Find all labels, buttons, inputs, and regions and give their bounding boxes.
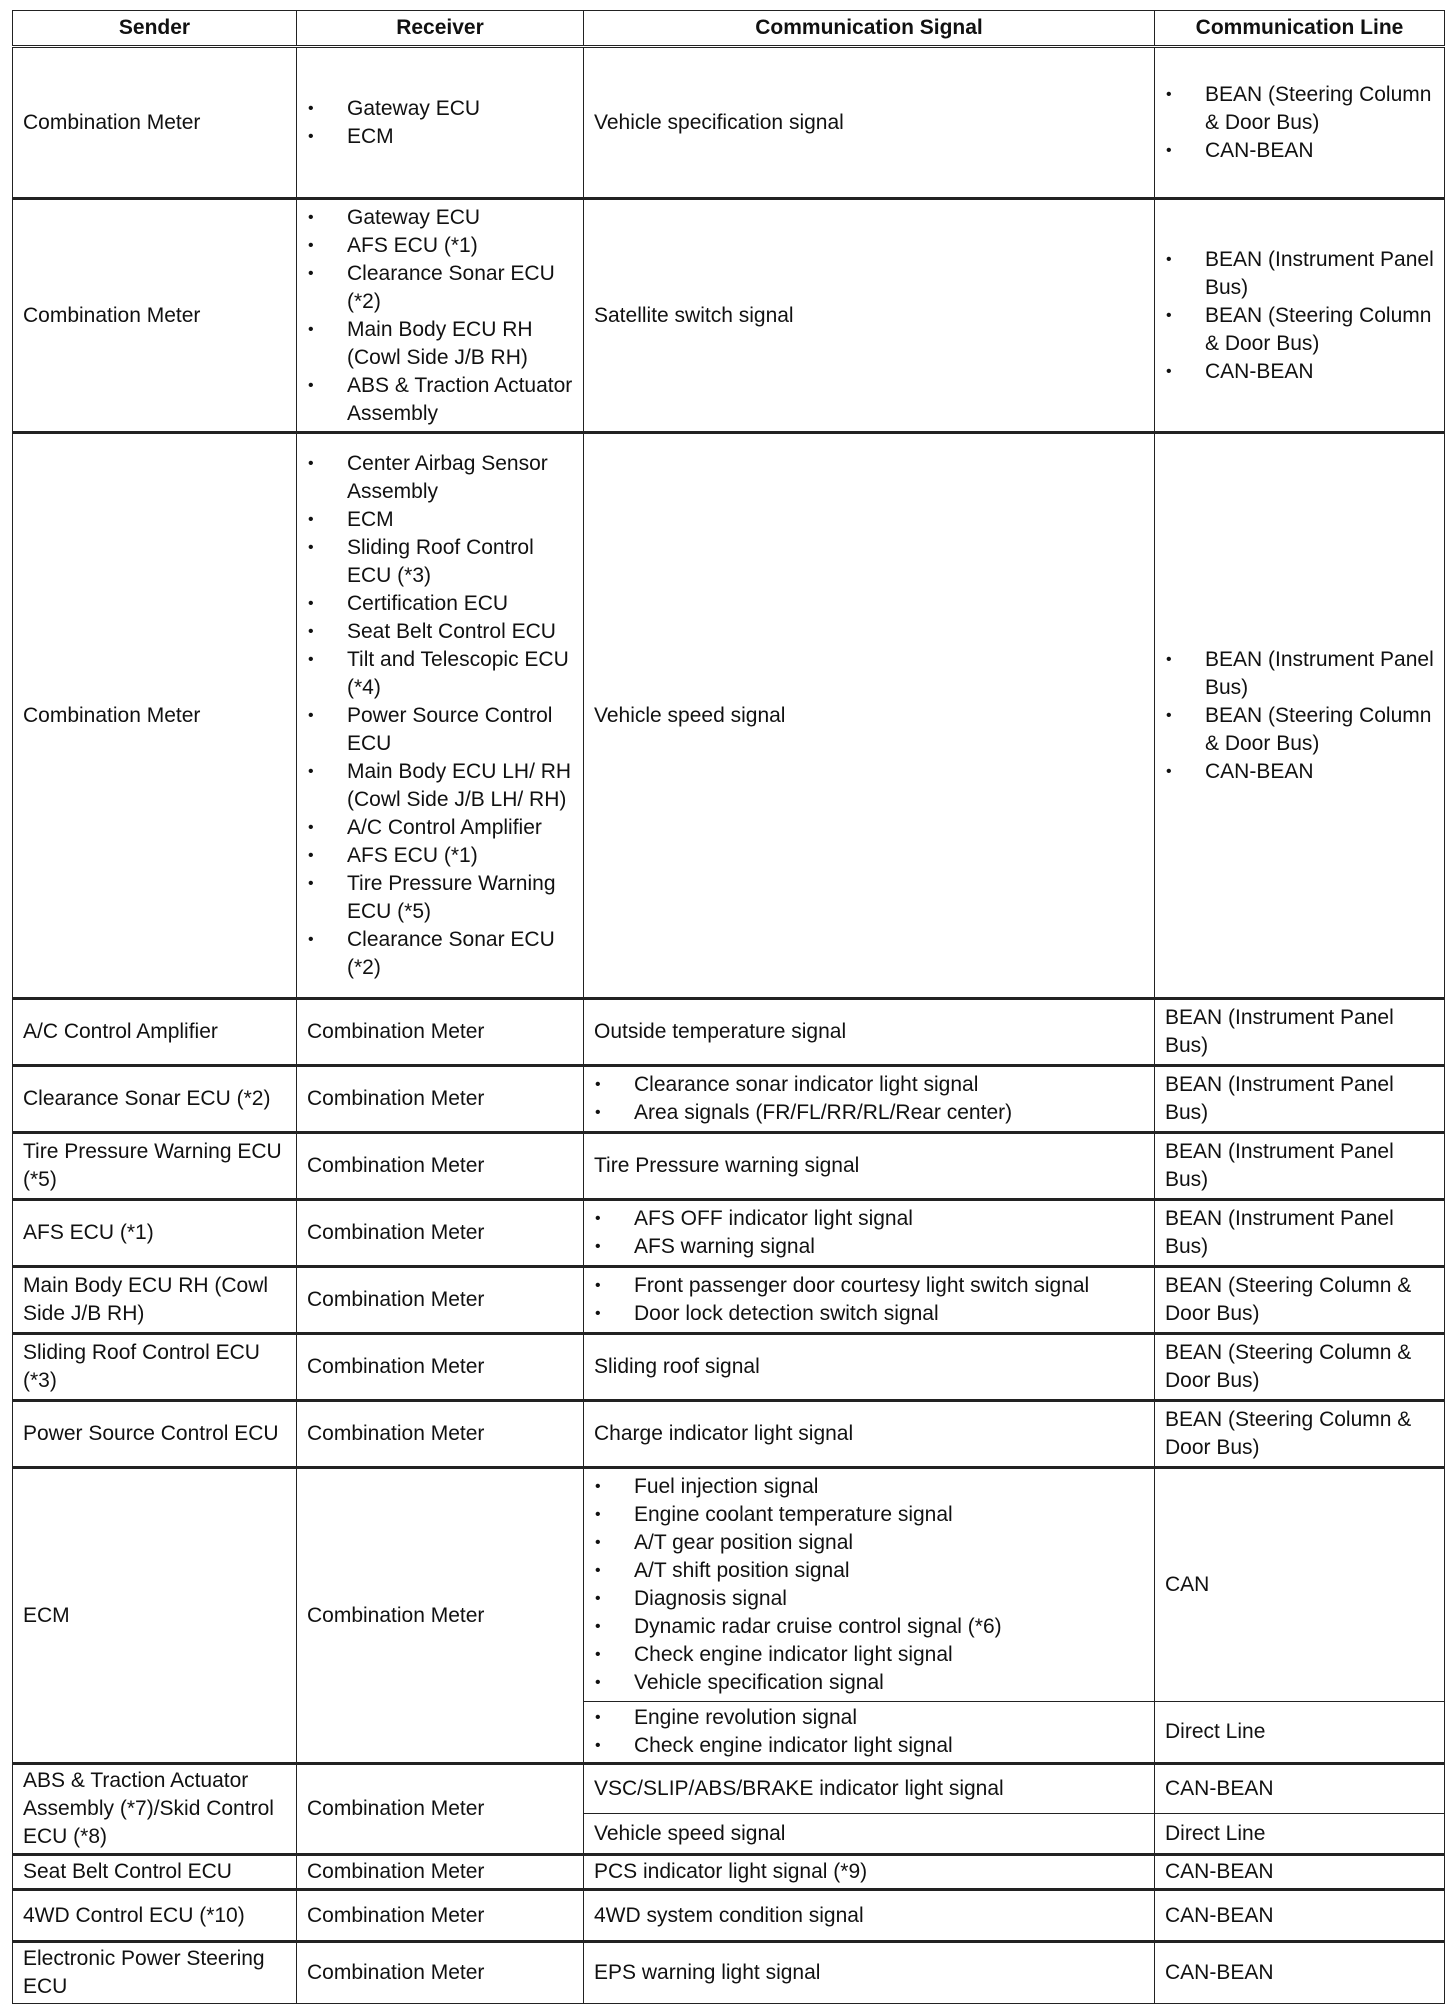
list-item: • Fuel injection signal [594,1473,1144,1501]
receiver-cell [297,433,584,999]
signal-cell [584,1468,1155,1702]
list-item: • A/T shift position signal [594,1557,1144,1585]
line-cell: Direct Line [1155,1702,1445,1764]
signal-cell: Tire Pressure warning signal [584,1133,1155,1200]
sender-cell: Tire Pressure Warning ECU (*5) [13,1133,297,1200]
signal-cell: EPS warning light signal [584,1942,1155,2004]
receiver-cell: Combination Meter [297,1200,584,1267]
line-cell: BEAN (Steering Column & Door Bus) [1155,1401,1445,1468]
receiver-cell: Combination Meter [297,999,584,1066]
header-communication-line: Communication Line [1155,11,1445,47]
line-cell-list [1165,646,1434,786]
line-cell: Direct Line [1155,1814,1445,1855]
receiver-cell: Combination Meter [297,1764,584,1855]
line-cell [1155,199,1445,433]
header-communication-signal: Communication Signal [584,11,1155,47]
header-receiver: Receiver [297,11,584,47]
line-cell: CAN-BEAN [1155,1855,1445,1890]
signal-cell [584,1066,1155,1133]
table-header [13,11,1445,47]
sender-cell: Clearance Sonar ECU (*2) [13,1066,297,1133]
list-item: • Power Source Control ECU [307,702,573,758]
list-item: • AFS OFF indicator light signal [594,1205,1144,1233]
table-row [13,999,1445,1066]
list-item: • BEAN (Steering Column & Door Bus) [1165,81,1434,137]
receiver-cell-list [307,450,573,982]
list-item: • ECM [307,506,573,534]
line-cell: BEAN (Instrument Panel Bus) [1155,999,1445,1066]
receiver-cell: Combination Meter [297,1066,584,1133]
signal-cell: Satellite switch signal [584,199,1155,433]
sender-cell: Electronic Power Steering ECU [13,1942,297,2004]
list-item: • Front passenger door courtesy light switch signal [594,1272,1144,1300]
table-row [13,47,1445,199]
signal-cell: Outside temperature signal [584,999,1155,1066]
signal-cell-list [594,1473,1144,1697]
signal-cell: Vehicle specification signal [584,47,1155,199]
table-row [13,433,1445,999]
table-row [13,1890,1445,1942]
line-cell: BEAN (Instrument Panel Bus) [1155,1200,1445,1267]
sender-cell: Combination Meter [13,199,297,433]
table-row [13,1267,1445,1334]
sender-cell: A/C Control Amplifier [13,999,297,1066]
table-row [13,1334,1445,1401]
receiver-cell: Combination Meter [297,1890,584,1942]
signal-cell-list [594,1071,1144,1127]
list-item: • Tilt and Telescopic ECU (*4) [307,646,573,702]
header-row [13,11,1445,47]
signal-cell: Vehicle speed signal [584,1814,1155,1855]
list-item: • BEAN (Steering Column & Door Bus) [1165,302,1434,358]
sender-cell: Power Source Control ECU [13,1401,297,1468]
signal-cell: Charge indicator light signal [584,1401,1155,1468]
receiver-cell: Combination Meter [297,1942,584,2004]
list-item: • AFS ECU (*1) [307,232,573,260]
list-item: • CAN-BEAN [1165,758,1434,786]
sender-cell: Combination Meter [13,433,297,999]
list-item: • BEAN (Steering Column & Door Bus) [1165,702,1434,758]
signal-cell [584,1200,1155,1267]
list-item: • BEAN (Instrument Panel Bus) [1165,646,1434,702]
line-cell: CAN-BEAN [1155,1890,1445,1942]
sender-cell: AFS ECU (*1) [13,1200,297,1267]
list-item: • CAN-BEAN [1165,137,1434,165]
list-item: • Center Airbag Sensor Assembly [307,450,573,506]
list-item: • Check engine indicator light signal [594,1641,1144,1669]
header-sender: Sender [13,11,297,47]
table-row [13,1855,1445,1890]
signal-cell: Sliding roof signal [584,1334,1155,1401]
signal-cell: 4WD system condition signal [584,1890,1155,1942]
list-item: • Main Body ECU RH (Cowl Side J/B RH) [307,316,573,372]
table-row [13,1468,1445,1702]
list-item: • ABS & Traction Actuator Assembly [307,372,573,428]
line-cell: CAN-BEAN [1155,1942,1445,2004]
list-item: • Sliding Roof Control ECU (*3) [307,534,573,590]
sender-cell: ABS & Traction Actuator Assembly (*7)/Skid Control ECU (*8) [13,1764,297,1855]
line-cell [1155,433,1445,999]
list-item: • Engine coolant temperature signal [594,1501,1144,1529]
receiver-cell-list [307,204,573,428]
list-item: • Gateway ECU [307,204,573,232]
receiver-cell-list [307,95,573,151]
sender-cell: Sliding Roof Control ECU (*3) [13,1334,297,1401]
sender-cell: ECM [13,1468,297,1764]
table-row [13,1066,1445,1133]
sender-cell: Combination Meter [13,47,297,199]
list-item: • CAN-BEAN [1165,358,1434,386]
line-cell: CAN-BEAN [1155,1764,1445,1814]
table-row [13,1942,1445,2004]
list-item: • A/C Control Amplifier [307,814,573,842]
line-cell: BEAN (Instrument Panel Bus) [1155,1066,1445,1133]
list-item: • Dynamic radar cruise control signal (*6) [594,1613,1144,1641]
sender-cell: Seat Belt Control ECU [13,1855,297,1890]
sender-cell: 4WD Control ECU (*10) [13,1890,297,1942]
communication-table [12,10,1445,2004]
table-row [13,1764,1445,1814]
list-item: • Check engine indicator light signal [594,1732,1144,1760]
table-row [13,199,1445,433]
line-cell-list [1165,81,1434,165]
line-cell: BEAN (Instrument Panel Bus) [1155,1133,1445,1200]
signal-cell: VSC/SLIP/ABS/BRAKE indicator light signal [584,1764,1155,1814]
receiver-cell: Combination Meter [297,1133,584,1200]
list-item: • A/T gear position signal [594,1529,1144,1557]
receiver-cell [297,199,584,433]
line-cell-list [1165,246,1434,386]
line-cell [1155,47,1445,199]
receiver-cell [297,47,584,199]
receiver-cell: Combination Meter [297,1855,584,1890]
signal-cell-list [594,1272,1144,1328]
list-item: • Clearance sonar indicator light signal [594,1071,1144,1099]
signal-cell: Vehicle speed signal [584,433,1155,999]
list-item: • Door lock detection switch signal [594,1300,1144,1328]
signal-cell [584,1267,1155,1334]
table-row [13,1401,1445,1468]
list-item: • Area signals (FR/FL/RR/RL/Rear center) [594,1099,1144,1127]
list-item: • BEAN (Instrument Panel Bus) [1165,246,1434,302]
sender-cell: Main Body ECU RH (Cowl Side J/B RH) [13,1267,297,1334]
list-item: • Tire Pressure Warning ECU (*5) [307,870,573,926]
list-item: • Seat Belt Control ECU [307,618,573,646]
list-item: • Main Body ECU LH/ RH (Cowl Side J/B LH/ RH) [307,758,573,814]
table-row [13,1133,1445,1200]
signal-cell: PCS indicator light signal (*9) [584,1855,1155,1890]
signal-cell-list [594,1205,1144,1261]
receiver-cell: Combination Meter [297,1267,584,1334]
receiver-cell: Combination Meter [297,1468,584,1764]
signal-cell [584,1702,1155,1764]
list-item: • ECM [307,123,573,151]
table-body [13,47,1445,2004]
list-item: • Diagnosis signal [594,1585,1144,1613]
list-item: • Gateway ECU [307,95,573,123]
list-item: • AFS ECU (*1) [307,842,573,870]
list-item: • AFS warning signal [594,1233,1144,1261]
list-item: • Clearance Sonar ECU (*2) [307,926,573,982]
line-cell: CAN [1155,1468,1445,1702]
receiver-cell: Combination Meter [297,1401,584,1468]
receiver-cell: Combination Meter [297,1334,584,1401]
list-item: • Vehicle specification signal [594,1669,1144,1697]
list-item: • Engine revolution signal [594,1704,1144,1732]
table-row [13,1200,1445,1267]
line-cell: BEAN (Steering Column & Door Bus) [1155,1334,1445,1401]
list-item: • Clearance Sonar ECU (*2) [307,260,573,316]
line-cell: BEAN (Steering Column & Door Bus) [1155,1267,1445,1334]
signal-cell-list [594,1704,1144,1760]
list-item: • Certification ECU [307,590,573,618]
